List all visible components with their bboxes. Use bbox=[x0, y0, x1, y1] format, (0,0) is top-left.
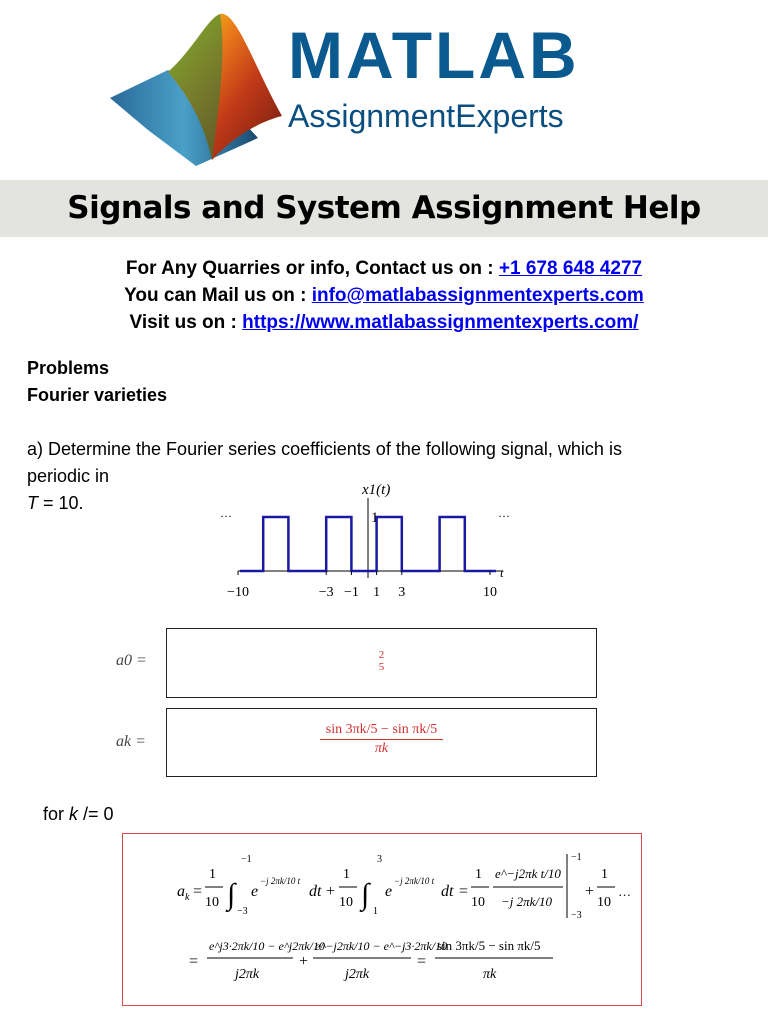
problem-text-line2: periodic in bbox=[27, 466, 110, 486]
svg-text:+: + bbox=[326, 883, 336, 900]
svg-text:1: 1 bbox=[601, 867, 608, 882]
condition-text bbox=[43, 804, 114, 826]
plot-ellipsis-right: ··· bbox=[498, 509, 510, 523]
svg-text:−1: −1 bbox=[241, 854, 252, 865]
svg-text:−j 2πk/10 t: −j 2πk/10 t bbox=[394, 876, 435, 886]
svg-text:3: 3 bbox=[377, 854, 382, 865]
tick-label: 10 bbox=[483, 585, 497, 600]
plot-ylabel: x1(t) bbox=[362, 482, 391, 498]
signal-plot bbox=[210, 478, 520, 606]
contact-mail-line bbox=[0, 285, 768, 308]
a0-fraction bbox=[167, 649, 596, 673]
svg-text:+: + bbox=[585, 883, 595, 900]
problem-text-line1: a) Determine the Fourier series coefficients of the following signal, which is bbox=[27, 439, 622, 459]
svg-text:1: 1 bbox=[209, 867, 216, 882]
svg-text:e^j3·2πk/10 − e^j2πk/10: e^j3·2πk/10 − e^j2πk/10 bbox=[209, 939, 325, 953]
derivation-equation bbox=[123, 834, 641, 1005]
svg-text:sin 3πk/5 − sin πk/5: sin 3πk/5 − sin πk/5 bbox=[437, 938, 541, 953]
tick-label: 1 bbox=[373, 585, 381, 600]
tick-label: −3 bbox=[318, 585, 334, 600]
svg-text:dt: dt bbox=[441, 883, 454, 900]
svg-text:=: = bbox=[417, 953, 427, 970]
a0-answer-box bbox=[166, 628, 597, 698]
phone-link[interactable]: +1 678 648 4277 bbox=[498, 258, 643, 279]
ak-denominator: πk bbox=[374, 741, 389, 757]
svg-text:10: 10 bbox=[205, 895, 219, 910]
period-value: = 10. bbox=[38, 493, 84, 513]
tick-label: −1 bbox=[343, 585, 359, 600]
a0-denominator: 5 bbox=[378, 661, 385, 674]
svg-text:e: e bbox=[385, 883, 393, 900]
ak-numerator: sin 3πk/5 − sin πk/5 bbox=[320, 721, 444, 740]
email-link[interactable]: info@matlabassignmentexperts.com bbox=[311, 285, 644, 306]
condition-variable: k bbox=[69, 804, 79, 824]
svg-text:j2πk: j2πk bbox=[345, 967, 370, 982]
tick-label: 3 bbox=[398, 585, 406, 600]
condition-rest: /= 0 bbox=[78, 804, 114, 824]
svg-text:=: = bbox=[189, 953, 199, 970]
derivation-box bbox=[122, 833, 642, 1006]
svg-text:e: e bbox=[251, 883, 259, 900]
svg-text:…: … bbox=[619, 884, 631, 899]
phone-prefix: For Any Quarries or info, Contact us on : bbox=[125, 258, 499, 279]
a0-label: a0 = bbox=[116, 652, 147, 669]
svg-text:k: k bbox=[185, 892, 190, 903]
brand-main: MATLAB bbox=[288, 18, 580, 92]
svg-text:−1: −1 bbox=[571, 852, 582, 863]
ak-answer-box bbox=[166, 708, 597, 777]
svg-text:∫: ∫ bbox=[227, 878, 236, 911]
svg-text:10: 10 bbox=[471, 895, 485, 910]
condition-prefix: for bbox=[43, 804, 70, 824]
problem-period bbox=[27, 493, 84, 515]
brand-sub: AssignmentExperts bbox=[288, 98, 564, 134]
contact-phone-line bbox=[0, 258, 768, 281]
svg-text:=: = bbox=[459, 883, 469, 900]
plot-ellipsis-left: ··· bbox=[220, 509, 232, 523]
svg-text:∫: ∫ bbox=[361, 878, 370, 911]
plot-xlabel: t bbox=[500, 565, 504, 580]
svg-text:10: 10 bbox=[597, 895, 611, 910]
tick-labels bbox=[227, 571, 497, 600]
tick-label: −10 bbox=[227, 585, 249, 600]
section-subheading: Fourier varieties bbox=[27, 385, 168, 405]
svg-text:a: a bbox=[177, 883, 185, 900]
svg-text:=: = bbox=[193, 883, 203, 900]
svg-text:j2πk: j2πk bbox=[235, 967, 260, 982]
ak-label: ak = bbox=[116, 733, 146, 750]
svg-text:−j 2πk/10 t: −j 2πk/10 t bbox=[260, 876, 301, 886]
svg-text:dt: dt bbox=[309, 883, 322, 900]
ak-fraction bbox=[167, 721, 596, 758]
svg-text:e^−j2πk/10 − e^−j3·2πk/10: e^−j2πk/10 − e^−j3·2πk/10 bbox=[315, 939, 448, 953]
svg-text:1: 1 bbox=[475, 867, 482, 882]
svg-text:10: 10 bbox=[339, 895, 353, 910]
svg-text:πk: πk bbox=[483, 967, 497, 982]
svg-text:−j 2πk/10: −j 2πk/10 bbox=[501, 894, 553, 909]
section-heading: Problems bbox=[27, 358, 110, 378]
period-variable: T bbox=[27, 493, 38, 513]
svg-text:1: 1 bbox=[373, 906, 378, 917]
svg-text:e^−j2πk t/10: e^−j2πk t/10 bbox=[495, 866, 561, 881]
page-title: Signals and System Assignment Help bbox=[67, 190, 701, 226]
contact-visit-line bbox=[0, 312, 768, 335]
svg-text:1: 1 bbox=[343, 867, 350, 882]
visit-prefix: Visit us on : bbox=[129, 312, 243, 333]
svg-text:−3: −3 bbox=[237, 906, 248, 917]
svg-text:+: + bbox=[299, 953, 309, 970]
plot-peak-label: 1 bbox=[371, 510, 379, 526]
svg-text:−3: −3 bbox=[571, 910, 582, 921]
mail-prefix: You can Mail us on : bbox=[124, 285, 312, 306]
a0-numerator: 2 bbox=[378, 649, 385, 661]
website-link[interactable]: https://www.matlabassignmentexperts.com/ bbox=[242, 312, 639, 333]
